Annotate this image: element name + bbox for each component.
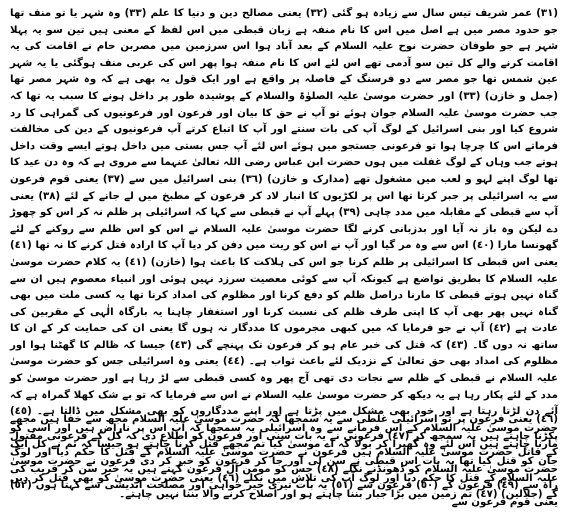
commentary-page (10, 6, 558, 510)
commentary-paragraph: (٣١) عمر شریف تیس سال سے زیادہ ہو گئی (٣٢) یعنی مصالح دین و دنیا کا علم (٣٣) وہ شہر یا تو منف تھا جو حدود مصر میں ہے اصل میں اس کا نام منفہ ہے زبان قبطی میں اس لفظ کے معنی ہیں تین سو یہ پہلا شہر ہے جو طوفان حضرت نوح علیہ السلام کے بعد آباد ہوا اس سرزمین میں مصربن حام نے اقامت کی یہ اقامت کرنے والے کل تین سو آدمی تھے اس لئے اس کا نام منفہ ہوا پھر اس کی عربی منف ہوگئی یا یہ شہر عین شمس تھا جو مصر سے دو فرسنگ کے فاصلہ پر واقع ہے اور ایک قول یہ بھی ہے کہ وہ شہر مصر تھا (جمل و خازن) (٣٣) اور حضرت موسیٰ علیہ الصلوٰۃ والسلام کے پوشیدہ طور پر داخل ہونے کا سبب یہ تھا کہ جب حضرت موسیٰ علیہ السلام جوان ہوئے تو آپ نے حق کا بیان اور فرعون اور فرعونیوں کی گمراہی کا رد شروع کیا اور بنی اسرائیل کے لوگ آپ کی بات سنتے اور آپ کا اتباع کرتے آپ فرعونیوں کے دین کی مخالفت فرماتے اس کا چرچا ہوا تو فرعونی جستجو میں ہوئے اس لئے آپ جس بستی میں داخل ہوتے ایسے وقت داخل ہوتے جب وہاں کے لوگ غفلت میں ہوں حضرت ابن عباس رضی اللہ تعالیٰ عنہما سے مروی ہے کہ وہ دن عید کا تھا لوگ اپنے لہو و لعب میں مشغول تھے (مدارک و خازن) (٣٦) بنی اسرائیل میں سے (٣٧) یعنی قوم فرعون سے یہ اسرائیلی پر جبر کرتا تھا اس پر لکڑیوں کا انبار لاد کر فرعون کے مطبخ میں لے جانے کے لئے (٣٨) یعنی آپ سے قبطی کے مقابلہ میں مدد چاہی (٣٩) پہلے آپ نے قبطی سے کہا کہ اسرائیلی پر ظلم نہ کر اس کو چھوڑ دے لیکن وہ باز نہ آیا اور بدزبانی کرنے لگا حضرت موسیٰ علیہ السلام نے اس کو اس ظلم سے روکنے کے لئے گھونسا مارا (٤٠) اس سے وہ مر گیا اور آپ نے اس کو ریت میں دفن کر دیا آپ کا ارادہ قتل کرنے کا نہ تھا (٤١) یعنی اس قبطی کا اسرائیلی پر ظلم کرنا جو اس کی ہلاکت کا باعث ہوا (خازن) (٤١) یہ کلام حضرت موسیٰ علیہ السلام کا بطریق تواضع ہے کیونکہ آپ سے کوئی معصیت سرزد نہیں ہوئی اور انبیاء معصوم ہیں ان سے گناہ نہیں ہوتے قبطی کا مارنا دراصل ظلم کو دفع کرنا اور مظلوم کی امداد کرنا تھا یہ کسی ملت میں بھی گناہ نہیں پھر بھی آپ کا اپنی طرف ظلم کی نسبت کرنا اور استغفار چاہنا یہ بارگاہ الٰہی کے مقربین کی عادت ہے (٤٢) آپ نے جو فرمایا کہ میں کبھی مجرموں کا مددگار نہ ہوں گا یعنی ان کی حمایت کر کے ان کا ساتھ نہ دوں گا۔ (٤٣) کہ قتل کی خبر عام ہو کر فرعون تک پہنچے گی (٤٣) جیسا کہ ظالم کا گھٹنا ہوا اور مظلوم کی امداد بھی حق تعالیٰ کے نزدیک لئے باعث ثواب ہے۔ (٤٤) یعنی وہ اسرائیلی جس کو حضرت موسیٰ علیہ السلام نے قبطی کے ظلم سے نجات دی تھی آج پھر وہ کسی قبطی سے لڑ رہا ہے اور حضرت موسیٰ کو مدد کے لئے پکار رہا ہے یہ دیکھ کر حضرت موسیٰ علیہ السلام نے اس سے فرمایا کہ تو بے شک کھلا گمراہ ہے کہ آئے دن لڑتا رہتا ہے اور خود بھی مشکل میں پڑتا ہے اور اپنے مددگاروں کو بھی مشکل میں ڈالتا ہے۔ (٤٥) حضرت موسیٰ علیہ السلام کے اس فرمانے سے وہ اسرائیلی یہ سمجھا کہ آپ اس پر ناراض ہیں اور اسی کو مارنا چاہتے ہیں اس لئے وہ گھبرا کر بولا کہ اے موسیٰ کیا تم مجھے قتل کرنا چاہتے ہو جیسا کہ تم نے کل ایک جان کو قتل کیا تھا یہ بات اس قبطی نے سن لی اور جا کر فرعون کو خبر کر دی فرعون نے حضرت موسیٰ علیہ السلام کے قتل کا حکم دیا اور لوگ آپ کی تلاش میں نکلے (٤٦) یعنی حضرت موسیٰ کو بھی قتل کر دیں گے (جلالین) (٤٧) تم زمین میں بڑا جبار بننا چاہتے ہو اور اصلاح کرنے والا بننا نہیں چاہتے۔ (10, 8, 559, 501)
commentary-paragraph: (٤٦) یعنی فرعون پر تو اسرائیلی غلطی سے یہ سمجھا کہ حضرت موسیٰ علیہ السلام مجھ سے خفا ہیں مجھے پکڑنا چاہتے ہیں یہ سمجھ کر (٤٧) فرعونی نے یہ بات سنی اور فرعون کو اطلاع دی کہ کل کے فرعونی مقتول کے قاتل حضرت موسیٰ علیہ السلام ہیں فرعون نے حضرت موسیٰ علیہ السلام کے قتل کا حکم دیا اور لوگ حضرت موسیٰ علیہ السلام کو ڈھونڈنے نکلے (٤٨) جس کو مومن آل فرعون کہتے ہیں یہ خبر سن کر قریب کی راہ سے (٤٩) فرعون کے (٥٠) فرعون سے (٥١) یہ بات تیری خیر خواہی اور مصلحت اندیشی سے کہتا ہوں (٥٢) یعنی قوم فرعون سے (10, 414, 558, 508)
